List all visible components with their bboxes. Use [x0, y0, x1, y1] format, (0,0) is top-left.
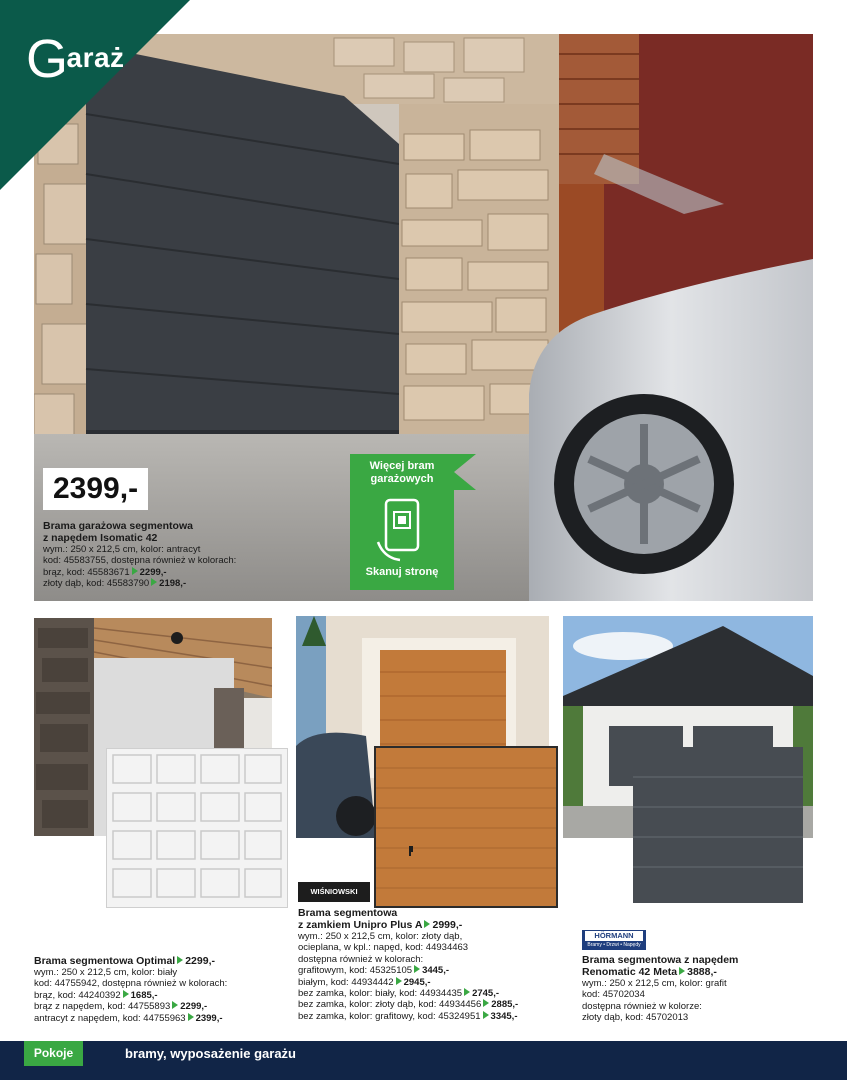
- price-arrow-icon: [483, 999, 489, 1007]
- door-handle-icon: [409, 846, 413, 856]
- section-title: Garaż: [26, 29, 125, 89]
- footer-category-tab[interactable]: Pokoje: [24, 1041, 83, 1066]
- unipro-product-desc: wym.: 250 x 212,5 cm, kolor: złoty dąb, ocieplana, w kpl.: napęd, kod: 44934463 dostępna również w kolorach: grafitowym, kod: 45325105 3445,- białym, kod: 44934442 2945,- bez zamka, kolor: biały, kod: 44934435 2745,- bez zamka, kolor: złoty dąb, kod: 44934456 2885,- bez zamka, kolor: grafitowy, kod: 45324951 3345,-: [298, 931, 519, 1022]
- unipro-product-info: [298, 907, 558, 1022]
- price-arrow-icon: [172, 1001, 178, 1009]
- renomatic-door-swatch: [633, 747, 803, 903]
- unipro-door-swatch: [374, 746, 558, 908]
- renomatic-product-title: Brama segmentowa z napędem Renomatic 42 Meta 3888,-: [582, 954, 739, 978]
- wisniowski-logo: WIŚNIOWSKI: [298, 882, 370, 902]
- price-arrow-icon: [177, 956, 183, 964]
- price-arrow-icon: [123, 990, 129, 998]
- hero-price: 2399,-: [43, 468, 148, 510]
- price-arrow-icon: [483, 1011, 489, 1019]
- price-arrow-icon: [396, 977, 402, 985]
- price-arrow-icon: [151, 578, 157, 586]
- optimal-product-desc: wym.: 250 x 212,5 cm, kolor: biały kod: 44755942, dostępna również w kolorach: brąz, kod: 44240392 1685,- brąz z napędem, kod: 44755893 2299,- antracyt z napędem, kod: 44755963 2399,-: [34, 967, 228, 1024]
- hero-product-desc: wym.: 250 x 212,5 cm, kolor: antracyt kod: 45583755, dostępna również w kolorach: brąz, kod: 45583671 2299,- złoty dąb, kod: 45583790 2198,-: [43, 544, 237, 590]
- unipro-product-title: Brama segmentowa z zamkiem Unipro Plus A 2999,-: [298, 907, 463, 931]
- hero-product-info: [43, 520, 343, 590]
- price-arrow-icon: [188, 1013, 194, 1021]
- hero-product-title: Brama garażowa segmentowa z napędem Isomatic 42: [43, 520, 193, 544]
- price-arrow-icon: [424, 920, 430, 928]
- optimal-product-title: Brama segmentowa Optimal 2299,-: [34, 955, 215, 967]
- scan-badge-bottom-label: Skanuj stronę: [365, 566, 439, 578]
- price-arrow-icon: [464, 988, 470, 996]
- scan-badge-top-label: Więcej bram garażowych: [369, 460, 435, 485]
- scan-page-badge[interactable]: [350, 454, 476, 590]
- renomatic-product-desc: wym.: 250 x 212,5 cm, kolor: grafit kod: 45702034 dostępna również w kolorze: złoty dąb, kod: 45702013: [582, 978, 727, 1024]
- footer-category-text: bramy, wyposażenie garażu: [125, 1046, 296, 1061]
- hormann-logo: HÖRMANN Bramy • Drzwi • Napędy: [582, 930, 646, 950]
- optimal-door-swatch: [106, 748, 288, 908]
- price-arrow-icon: [414, 965, 420, 973]
- optimal-product-info: [34, 955, 284, 1024]
- renomatic-product-info: [582, 954, 822, 1024]
- price-arrow-icon: [679, 967, 685, 975]
- price-arrow-icon: [132, 567, 138, 575]
